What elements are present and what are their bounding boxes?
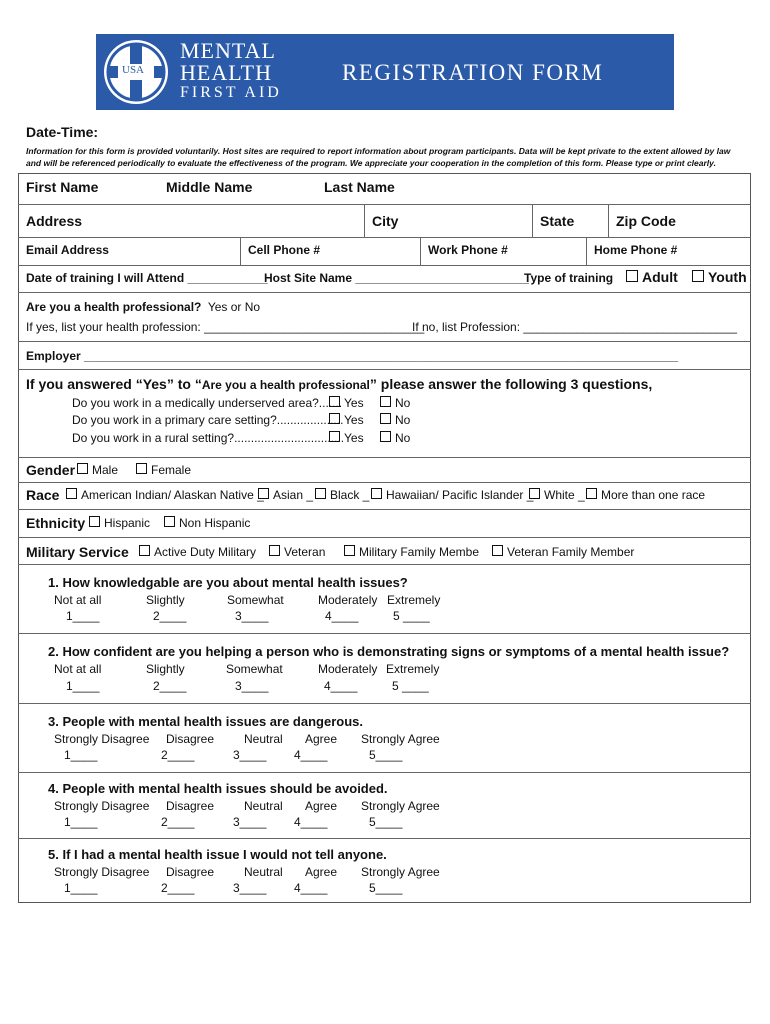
- middle-name-label: Middle Name: [166, 179, 253, 195]
- q4-scale-label: Strongly Disagree: [54, 799, 150, 813]
- checkbox-icon: [139, 545, 150, 556]
- divider: [18, 838, 751, 839]
- divider: [18, 564, 751, 565]
- q1-option-5[interactable]: 5 ____: [393, 609, 430, 623]
- q1-option-3[interactable]: 3____: [235, 609, 269, 623]
- q1-scale-label: Moderately: [318, 593, 378, 607]
- q5-option-2[interactable]: 2____: [161, 881, 195, 895]
- race-option-white[interactable]: [529, 488, 585, 502]
- checkbox-icon: [66, 488, 77, 499]
- q3-scale-label: Strongly Disagree: [54, 732, 150, 746]
- divider: [18, 509, 751, 510]
- q4-scale-label: Disagree: [166, 799, 215, 813]
- yes-label: Yes: [344, 396, 364, 410]
- q1-scale-label: Somewhat: [227, 593, 284, 607]
- gender-label: Gender: [26, 462, 76, 478]
- youth-checkbox[interactable]: [692, 269, 747, 285]
- followup-q2-no[interactable]: [380, 413, 410, 427]
- followup-q2-yes[interactable]: [329, 413, 364, 427]
- q3-scale-label: Disagree: [166, 732, 215, 746]
- checkbox-icon: [315, 488, 326, 499]
- checkbox-icon: [136, 463, 147, 474]
- military-veteran-family-checkbox[interactable]: [492, 545, 634, 559]
- checkbox-icon: [77, 463, 88, 474]
- race-option-american-indian[interactable]: [66, 488, 264, 502]
- health-pro-question-text: Are you a health professional?: [26, 300, 202, 314]
- q1-option-2[interactable]: 2____: [153, 609, 187, 623]
- training-date-field[interactable]: Date of training I will Attend ____________: [26, 271, 268, 285]
- no-label: No: [395, 431, 411, 445]
- question-1-title: 1. How knowledgable are you about mental health issues?: [48, 575, 408, 590]
- q2-option-2[interactable]: 2____: [153, 679, 187, 693]
- q2-option-4[interactable]: 4____: [324, 679, 358, 693]
- q3-option-2[interactable]: 2____: [161, 748, 195, 762]
- q5-scale-label: Strongly Disagree: [54, 865, 150, 879]
- q5-scale-label: Agree: [305, 865, 338, 879]
- race-option-black[interactable]: [315, 488, 369, 502]
- q4-option-4[interactable]: 4____: [294, 815, 328, 829]
- q1-option-1[interactable]: 1____: [66, 609, 100, 623]
- checkbox-icon: [626, 270, 638, 282]
- no-label: No: [395, 396, 411, 410]
- q5-option-1[interactable]: 1____: [64, 881, 98, 895]
- followup-heading-c: ” please answer the following 3 questions,: [369, 376, 653, 392]
- ethnicity-option-label: Non Hispanic: [179, 516, 251, 530]
- q2-scale-label: Somewhat: [226, 662, 283, 676]
- checkbox-icon: [89, 516, 100, 527]
- adult-checkbox[interactable]: [626, 269, 678, 285]
- header-banner: [96, 34, 674, 110]
- divider: [18, 457, 751, 458]
- race-option-label: More than one race: [601, 488, 706, 502]
- first-name-label: First Name: [26, 179, 99, 195]
- q2-option-3[interactable]: 3____: [235, 679, 269, 693]
- health-pro-question: [26, 300, 260, 314]
- ethnicity-hispanic-checkbox[interactable]: [89, 516, 150, 530]
- state-label: State: [540, 213, 575, 229]
- q1-scale-label: Not at all: [54, 593, 102, 607]
- military-active-duty-checkbox[interactable]: [139, 545, 256, 559]
- mhfa-logo: [104, 40, 168, 104]
- checkbox-icon: [380, 396, 391, 407]
- divider: [364, 205, 365, 237]
- checkbox-icon: [258, 488, 269, 499]
- followup-heading-a: If you answered “Yes” to “: [26, 376, 202, 392]
- checkbox-icon: [329, 431, 340, 442]
- employer-field[interactable]: Employer _________________________________________________________________________________________: [26, 349, 678, 363]
- checkbox-icon: [692, 270, 704, 282]
- checkbox-icon: [164, 516, 175, 527]
- divider: [608, 205, 609, 237]
- host-site-field[interactable]: Host Site Name __________________________: [264, 271, 529, 285]
- q3-option-4[interactable]: 4____: [294, 748, 328, 762]
- checkbox-icon: [329, 413, 340, 424]
- q2-scale-label: Extremely: [386, 662, 440, 676]
- male-label: Male: [92, 463, 119, 477]
- q2-option-5[interactable]: 5 ____: [392, 679, 429, 693]
- q3-option-3[interactable]: 3____: [233, 748, 267, 762]
- q2-scale-label: Not at all: [54, 662, 102, 676]
- q3-scale-label: Neutral: [244, 732, 283, 746]
- divider: [18, 369, 751, 370]
- no-label: No: [395, 413, 411, 427]
- yes-label: Yes: [344, 413, 364, 427]
- question-3-title: 3. People with mental health issues are dangerous.: [48, 714, 363, 729]
- race-label: Race: [26, 487, 60, 503]
- checkbox-icon: [380, 413, 391, 424]
- brand-line-1: MENTAL: [180, 38, 276, 63]
- followup-q3-no[interactable]: [380, 431, 410, 445]
- race-option-label: White _: [544, 488, 585, 502]
- q4-scale-label: Neutral: [244, 799, 283, 813]
- divider: [18, 633, 751, 634]
- brand-line-3: FIRST AID: [180, 84, 282, 101]
- health-pro-options[interactable]: Yes or No: [207, 300, 261, 314]
- q1-scale-label: Slightly: [146, 593, 185, 607]
- checkbox-icon: [269, 545, 280, 556]
- military-label: Military Service: [26, 544, 129, 560]
- followup-heading: [26, 376, 652, 392]
- q2-option-1[interactable]: 1____: [66, 679, 100, 693]
- divider: [420, 238, 421, 265]
- yes-label: Yes: [344, 431, 364, 445]
- q5-scale-label: Neutral: [244, 865, 283, 879]
- divider: [532, 205, 533, 237]
- followup-q3-yes[interactable]: [329, 431, 364, 445]
- last-name-label: Last Name: [324, 179, 395, 195]
- race-option-label: Black _: [330, 488, 370, 502]
- divider: [18, 772, 751, 773]
- checkbox-icon: [586, 488, 597, 499]
- checkbox-icon: [344, 545, 355, 556]
- followup-q2: Do you work in a primary care setting?....................: [72, 413, 344, 427]
- work-phone-label: Work Phone #: [428, 243, 508, 257]
- brand-line-2: HEALTH: [180, 60, 272, 85]
- race-option-label: American Indian/ Alaskan Native _: [81, 488, 264, 502]
- military-option-label: Veteran: [284, 545, 326, 559]
- city-label: City: [372, 213, 399, 229]
- race-option-asian[interactable]: [258, 488, 313, 502]
- q3-option-1[interactable]: 1____: [64, 748, 98, 762]
- q4-option-5[interactable]: 5____: [369, 815, 403, 829]
- q4-option-2[interactable]: 2____: [161, 815, 195, 829]
- followup-heading-b: Are you a health professional: [201, 378, 370, 392]
- checkbox-icon: [380, 431, 391, 442]
- divider: [18, 237, 751, 238]
- zip-label: Zip Code: [616, 213, 676, 229]
- followup-q1: Do you work in a medically underserved area?.......: [72, 396, 343, 410]
- training-type-label: Type of training: [524, 271, 614, 285]
- q3-scale-label: Strongly Agree: [361, 732, 440, 746]
- divider: [18, 703, 751, 704]
- question-4-title: 4. People with mental health issues should be avoided.: [48, 781, 388, 796]
- divider: [18, 482, 751, 483]
- datetime-label: Date-Time:: [26, 124, 99, 140]
- divider: [240, 238, 241, 265]
- race-option-label: Hawaiian/ Pacific Islander _: [386, 488, 534, 502]
- q4-option-3[interactable]: 3____: [233, 815, 267, 829]
- form-title: REGISTRATION FORM: [342, 60, 604, 85]
- q5-option-5[interactable]: 5____: [369, 881, 403, 895]
- q2-scale-label: Moderately: [318, 662, 378, 676]
- q4-option-1[interactable]: 1____: [64, 815, 98, 829]
- divider: [18, 537, 751, 538]
- race-option-label: Asian _: [273, 488, 314, 502]
- if-yes-profession-field[interactable]: If yes, list your health profession: _________________________________: [26, 320, 425, 334]
- youth-label: Youth: [708, 269, 747, 285]
- q5-option-3[interactable]: 3____: [233, 881, 267, 895]
- privacy-note: Information for this form is provided voluntarily. Host sites are required to report information about program participants. Data will be kept private to the extent allowed by law and will be referenced periodically to evaluate the effectiveness of the program. We appreciate your cooperation in the completion of this form. Please type or print clearly.: [26, 146, 731, 168]
- logo-text: USA: [122, 64, 145, 76]
- followup-q1-no[interactable]: [380, 396, 410, 410]
- military-family-checkbox[interactable]: [344, 545, 479, 559]
- cell-phone-label: Cell Phone #: [248, 243, 321, 257]
- followup-q1-yes[interactable]: [329, 396, 364, 410]
- checkbox-icon: [371, 488, 382, 499]
- checkbox-icon: [492, 545, 503, 556]
- military-option-label: Veteran Family Member: [507, 545, 635, 559]
- q3-option-5[interactable]: 5____: [369, 748, 403, 762]
- checkbox-icon: [529, 488, 540, 499]
- divider: [18, 341, 751, 342]
- q5-scale-label: Disagree: [166, 865, 215, 879]
- q2-scale-label: Slightly: [146, 662, 185, 676]
- email-label: Email Address: [26, 243, 109, 257]
- followup-q3: Do you work in a rural setting?.................................: [72, 431, 345, 445]
- female-label: Female: [151, 463, 192, 477]
- adult-label: Adult: [642, 269, 678, 285]
- divider: [18, 204, 751, 205]
- q3-scale-label: Agree: [305, 732, 338, 746]
- checkbox-icon: [329, 396, 340, 407]
- question-5-title: 5. If I had a mental health issue I would not tell anyone.: [48, 847, 387, 862]
- home-phone-label: Home Phone #: [594, 243, 678, 257]
- q4-scale-label: Agree: [305, 799, 338, 813]
- q1-scale-label: Extremely: [387, 593, 441, 607]
- divider: [18, 292, 751, 293]
- military-veteran-checkbox[interactable]: [269, 545, 325, 559]
- race-option-hawaiian[interactable]: [371, 488, 533, 502]
- q1-option-4[interactable]: 4____: [325, 609, 359, 623]
- if-no-profession-field[interactable]: If no, list Profession: ________________________________: [412, 320, 737, 334]
- divider: [18, 265, 751, 266]
- ethnicity-label: Ethnicity: [26, 515, 86, 531]
- military-option-label: Military Family Membe: [359, 545, 480, 559]
- ethnicity-non-hispanic-checkbox[interactable]: [164, 516, 250, 530]
- question-2-title: 2. How confident are you helping a person who is demonstrating signs or symptoms of a mental health issue?: [48, 644, 730, 659]
- q5-scale-label: Strongly Agree: [361, 865, 440, 879]
- military-option-label: Active Duty Military: [154, 545, 257, 559]
- ethnicity-option-label: Hispanic: [104, 516, 151, 530]
- gender-male-checkbox[interactable]: [77, 463, 118, 477]
- q4-scale-label: Strongly Agree: [361, 799, 440, 813]
- q5-option-4[interactable]: 4____: [294, 881, 328, 895]
- race-option-multiple[interactable]: [586, 488, 705, 502]
- divider: [586, 238, 587, 265]
- gender-female-checkbox[interactable]: [136, 463, 191, 477]
- address-label: Address: [26, 213, 83, 229]
